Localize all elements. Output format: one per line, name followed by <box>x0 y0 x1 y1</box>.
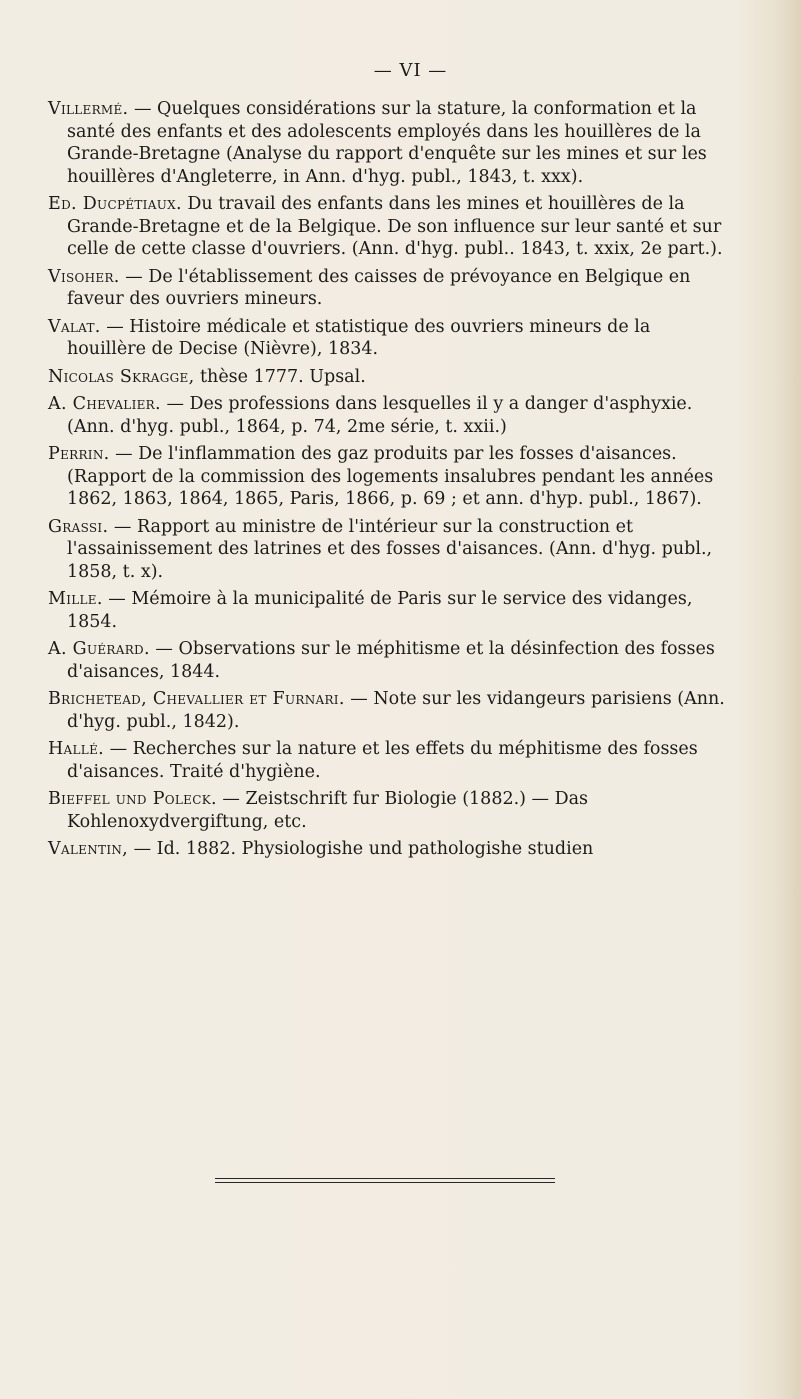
entry-author: Hallé. <box>48 739 104 759</box>
bibliography-entry <box>48 516 728 584</box>
entry-text: — Id. 1882. Physiologishe und pathologishe studien <box>128 839 594 859</box>
bibliography-entry <box>48 638 728 683</box>
bibliography-entry <box>48 788 728 833</box>
bibliography-entry <box>48 98 728 188</box>
entry-author: Valat. <box>48 316 101 337</box>
entry-text: — Histoire médicale et statistique des ouvriers mineurs de la houillère de Decise (Nièvre), 1834. <box>67 316 651 359</box>
entry-author: Brichetead, Chevallier et Furnari. <box>48 689 345 709</box>
entry-text: — Mémoire à la municipalité de Paris sur le service des vidanges, 1854. <box>67 589 693 632</box>
entry-text: — De l'établissement des caisses de prévoyance en Belgique en faveur des ouvriers mineurs. <box>67 266 691 309</box>
entry-text: thèse 1777. Upsal. <box>194 366 366 387</box>
entry-text: — Quelques considérations sur la stature, la conformation et la santé des enfants et des adolescents employés dans les houillères de la Grande-Bretagne (Analyse du rapport d'enquête sur les mines et sur les houillères d'Angleterre, in Ann. d'hyg. publ., 1843, t. xxx). <box>67 99 707 187</box>
entry-author: Nicolas Skragge, <box>48 366 195 387</box>
entry-author: Grassi. <box>48 516 109 537</box>
entry-author: Perrin. <box>48 444 110 464</box>
bibliography-entry <box>48 838 728 861</box>
entry-author: Bieffel und Poleck. <box>48 789 217 809</box>
bibliography-entry <box>48 738 728 783</box>
entry-text: Du travail des enfants dans les mines et houillères de la Grande-Bretagne et de la Belgique. De son influence sur leur santé et sur celle de cette classe d'ouvriers. (Ann. d'hyg. publ.. 1843, t. xxix, 2e part.). <box>67 194 723 259</box>
entry-author: A. Chevalier. <box>48 394 161 414</box>
bibliography-entry <box>48 443 728 511</box>
entry-author: A. Guérard. <box>48 639 150 659</box>
bibliography-entry <box>48 588 728 633</box>
bibliography-entry <box>48 366 728 389</box>
entry-text: — Des professions dans lesquelles il y a danger d'asphyxie. (Ann. d'hyg. publ., 1864, p. 74, 2me série, t. xxii.) <box>67 394 693 437</box>
entry-author: Villermé. <box>48 99 129 119</box>
entry-text: — Recherches sur la nature et les effets du méphitisme des fosses d'aisances. Traité d'hygiène. <box>67 739 698 782</box>
bibliography-entry <box>48 266 728 311</box>
entry-text: — Observations sur le méphitisme et la désinfection des fosses d'aisances, 1844. <box>67 639 715 682</box>
divider-rule <box>215 1178 555 1179</box>
entry-author: Visoher. <box>48 266 120 287</box>
bibliography-entry <box>48 193 728 261</box>
entry-text: — Note sur les vidangeurs parisiens (Ann. d'hyg. publ., 1842). <box>67 689 725 732</box>
entry-author: Valentin, <box>48 839 129 859</box>
entry-author: Ed. Ducpétiaux. <box>48 194 182 214</box>
page-number: — VI — <box>373 60 448 81</box>
bibliography-entry <box>48 316 728 361</box>
divider-rule <box>215 1182 555 1183</box>
entry-text: — Rapport au ministre de l'intérieur sur la construction et l'assainissement des latrines et des fosses d'aisances. (Ann. d'hyg. publ., 1858, t. x). <box>67 516 713 582</box>
bibliography-list <box>48 98 728 866</box>
bibliography-entry <box>48 688 728 733</box>
entry-text: — Zeistschrift fur Biologie (1882.) — Das Kohlenoxydvergiftung, etc. <box>67 789 589 832</box>
entry-text: — De l'inflammation des gaz produits par les fosses d'aisances. (Rapport de la commission des logements insalubres pendant les années 1862, 1863, 1864, 1865, Paris, 1866, p. 69 ; et ann. d'hyp. publ., 1867). <box>67 444 714 509</box>
entry-author: Mille. <box>48 589 103 609</box>
bibliography-entry <box>48 393 728 438</box>
